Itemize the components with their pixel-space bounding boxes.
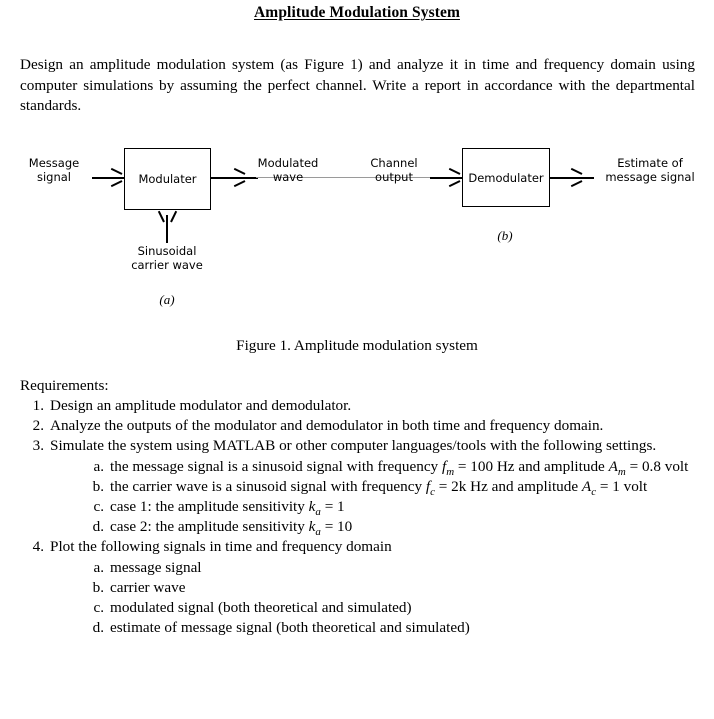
list-item-text: message signal [110, 558, 202, 576]
text-fragment: = 1 [320, 498, 345, 516]
list-marker: a. [93, 558, 104, 576]
list-item [20, 537, 695, 557]
list-item-text: Analyze the outputs of the modulator and demodulator in both time and frequency domain. [50, 417, 604, 435]
list-marker: d. [92, 518, 104, 536]
label-estimate-of-message-signal: Estimate of message signal [605, 156, 695, 184]
list-item-text: Plot the following signals in time and frequency domain [50, 538, 392, 556]
text-fragment: case 1: the amplitude sensitivity [110, 498, 309, 516]
list-item [80, 558, 695, 578]
math-variable [608, 457, 626, 478]
math-variable [308, 498, 321, 519]
list-item-text [110, 457, 689, 478]
requirements-list [20, 396, 695, 638]
text-fragment: = 100 Hz and amplitude [454, 457, 609, 475]
page-title-text: Amplitude Modulation System [254, 4, 460, 21]
figure-part-b-label: (b) [497, 228, 513, 243]
arrowhead-right-icon [570, 172, 581, 183]
list-marker: a. [93, 457, 104, 475]
list-item-text [110, 518, 353, 539]
page-title [0, 4, 714, 22]
figure-amplitude-modulation-system [0, 130, 714, 360]
list-item-text [110, 498, 345, 519]
list-item-text: modulated signal (both theoretical and simulated) [110, 599, 412, 617]
math-variable-subscript: c [591, 485, 597, 498]
intro-paragraph: Design an amplitude modulation system (as Figure 1) and analyze it in time and frequency domain using computer simulations by assuming the perfect channel. Write a report in accordance with the departmental standards. [20, 56, 695, 115]
text-fragment: case 2: the amplitude sensitivity [110, 518, 309, 536]
block-modulator-label: Modulater [138, 172, 197, 186]
list-marker: d. [92, 619, 104, 637]
list-marker: 3. [32, 437, 44, 455]
list-marker: b. [92, 578, 104, 596]
text-fragment: = 10 [320, 518, 353, 536]
list-item-text: Simulate the system using MATLAB or other computer languages/tools with the following settings. [50, 437, 657, 455]
requirements-heading: Requirements: [20, 377, 109, 394]
math-variable-subscript: m [617, 465, 626, 478]
list-item [20, 436, 695, 456]
list-item-text [110, 477, 648, 498]
list-item [20, 416, 695, 436]
text-fragment: the message signal is a sinusoid signal with frequency [110, 457, 442, 475]
text-fragment: = 2k Hz and amplitude [434, 477, 582, 495]
list-item [80, 457, 695, 477]
list-item [80, 598, 695, 618]
list-item [80, 517, 695, 537]
arrowhead-right-icon [110, 172, 121, 183]
list-item-text: Design an amplitude modulator and demodulator. [50, 397, 352, 414]
math-variable-base: f [425, 477, 431, 495]
math-variable-base: f [441, 457, 447, 475]
math-variable-subscript: a [315, 526, 321, 539]
block-modulator [124, 148, 211, 210]
math-variable-subscript: c [430, 485, 435, 498]
text-fragment: = 0.8 volt [625, 457, 689, 475]
figure-part-a-label: (a) [159, 292, 175, 307]
text-fragment: the carrier wave is a sinusoid signal with frequency [110, 477, 426, 495]
figure-caption: Figure 1. Amplitude modulation system [236, 337, 478, 354]
block-demodulator-label: Demodulater [468, 170, 544, 185]
math-variable [441, 457, 455, 478]
list-item [80, 497, 695, 517]
list-marker: 4. [32, 538, 44, 556]
arrowhead-up-icon [162, 210, 173, 221]
label-modulated-wave: Modulated wave [257, 156, 319, 184]
arrowhead-right-icon [448, 172, 459, 183]
list-marker: c. [93, 498, 104, 516]
math-variable [581, 477, 597, 498]
block-demodulator [462, 148, 550, 207]
sub-list-plots [20, 558, 695, 639]
math-variable-base: k [308, 518, 316, 536]
list-marker: 2. [32, 417, 44, 435]
label-message-signal: Message signal [28, 156, 80, 184]
list-item [20, 396, 695, 416]
sub-list-settings [20, 457, 695, 538]
label-channel-output: Channel output [370, 156, 418, 184]
math-variable-base: k [308, 498, 316, 516]
list-marker: c. [93, 599, 104, 617]
math-variable-base: A [581, 477, 592, 495]
math-variable [425, 477, 435, 498]
math-variable-subscript: m [446, 465, 455, 478]
math-variable [308, 518, 321, 539]
math-variable-base: A [608, 457, 618, 475]
list-item-text: estimate of message signal (both theoretical and simulated) [110, 619, 470, 637]
text-fragment: = 1 volt [596, 477, 648, 495]
list-item-text: carrier wave [110, 578, 186, 596]
list-item [80, 477, 695, 497]
list-item [80, 578, 695, 598]
math-variable-subscript: a [315, 506, 321, 519]
label-sinusoidal-carrier-wave: Sinusoidal carrier wave [131, 244, 203, 272]
list-marker: 1. [32, 397, 44, 414]
list-item [80, 618, 695, 638]
list-marker: b. [92, 477, 104, 495]
